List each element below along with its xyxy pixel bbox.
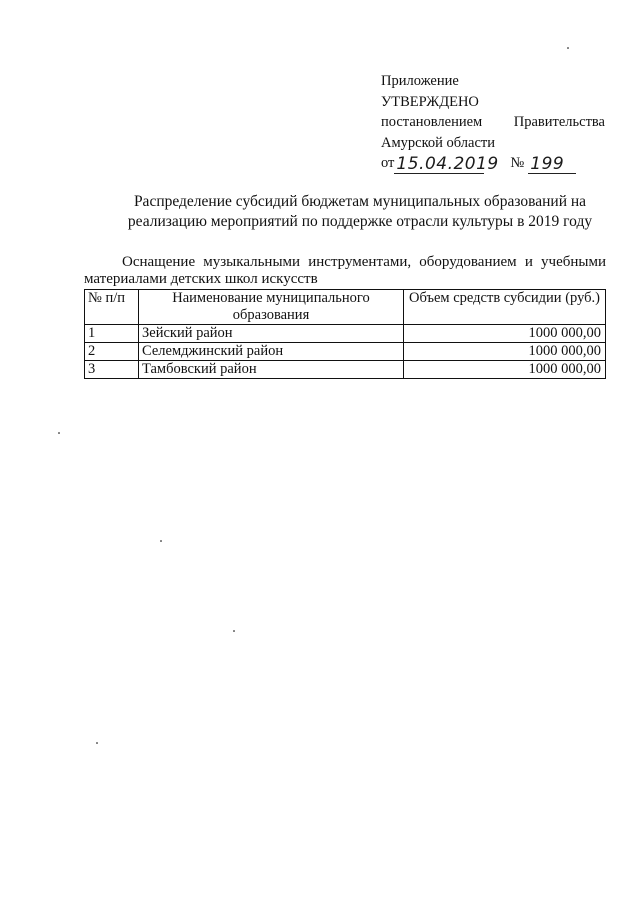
approval-number-sign: № [510,155,525,171]
table-header-row [85,290,606,325]
scan-speck [96,742,98,744]
row-municipality: Тамбовский район [139,361,404,379]
row-number: 2 [85,343,139,361]
approval-block [381,71,605,174]
row-number: 3 [85,361,139,379]
scan-speck [160,540,162,542]
row-amount: 1000 000,00 [404,325,606,343]
scan-speck [567,47,569,49]
subsidy-table [84,289,606,379]
approval-date-handwritten: 15.04.2019 [396,153,499,174]
row-municipality: Зейский район [139,325,404,343]
approval-government-word: Правительства [513,114,605,130]
table-row [85,325,606,343]
header-municipality: Наименование муниципального образования [139,290,404,325]
approval-date-prefix: от [381,155,395,171]
header-subsidy-amount: Объем средств субсидии (руб.) [404,290,606,325]
approval-approved-label: УТВЕРЖДЕНО [381,93,479,110]
approval-appendix-label: Приложение [381,73,459,89]
row-amount: 1000 000,00 [404,343,606,361]
table-row [85,343,606,361]
scan-speck [58,432,60,434]
scan-speck [233,630,235,632]
document-subtitle: Оснащение музыкальными инструментами, оборудованием и учебными материалами детских школ искусств [84,254,606,287]
approval-region-label: Амурской области [381,134,495,151]
row-amount: 1000 000,00 [404,361,606,379]
approval-number-handwritten: 199 [528,156,576,174]
row-municipality: Селемджинский район [139,343,404,361]
approval-resolution-word: постановлением [381,114,483,130]
row-number: 1 [85,325,139,343]
approval-resolution-line [381,112,605,133]
document-title: Распределение субсидий бюджетам муниципальных образований на реализацию мероприятий по поддержке отрасли культуры в 2019 году [127,193,593,230]
approval-date-line [381,153,605,174]
header-number: № п/п [85,290,139,325]
table-row [85,361,606,379]
